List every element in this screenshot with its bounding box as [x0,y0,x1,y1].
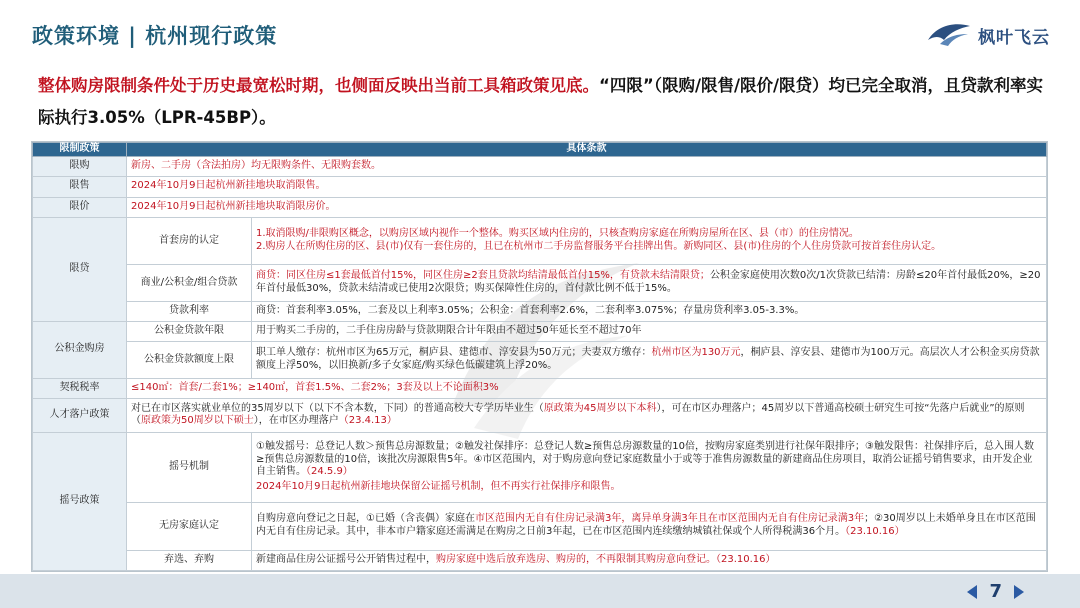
row-category: 限贷 [33,217,127,321]
table-row [33,265,1047,301]
text-black: ），在市区办理落户 [253,415,339,427]
text-black: ），可在市区办理落户；45周岁以下普通高校硕士研究生可按“先落户后就业”的原则（ [131,402,1025,427]
headline-black: “四限”（限购/限售/限价/限贷）均已完全取消，且贷款利率实际执行3.05%（LPR-45BP）。 [38,76,1044,127]
policy-table [31,141,1048,572]
text-red: （23.10.16） [845,526,905,538]
text-line: 2024年10月9日起杭州新挂地块保留公证摇号机制，但不再实行社保排序和限售。 [256,481,621,493]
text-black: 公积金家庭使用次数0次/1次贷款已结清：房龄≤20年首付最低20%，≥20年首付最低30%，贷款未结清或已使用2次限贷；购买保障性住房的，首付款比例不低于15%。 [256,270,1041,294]
row-category: 限购 [33,156,127,176]
row-text [252,342,1047,378]
table-row [33,342,1047,378]
row-text [252,217,1047,265]
table-row [33,156,1047,176]
text-red: （23.4.13） [338,415,397,427]
text-red: 商贷：同区住房≤1套最低首付15%，同区住房≥2套且贷款均结清最低首付15%，有贷款未结清限贷； [256,270,710,282]
row-category: 公积金购房 [33,321,127,378]
row-text: 2024年10月9日起杭州新挂地块取消限房价。 [127,197,1047,217]
row-text [252,550,1047,570]
brand-name: 枫叶飞云 [978,27,1050,48]
header-policy: 限制政策 [33,143,127,157]
row-subcategory: 无房家庭认定 [127,502,252,550]
text-red: 市区范围内无自有住房记录满3年 [474,513,622,525]
text-black: 对已在市区落实就业单位的35周岁以下（以下不含本数，下同）的普通高校大专学历毕业生（ [131,402,544,414]
text-black: 新建商品住房公证摇号公开销售过程中， [256,553,436,565]
table-header-row [33,143,1047,157]
table-row [33,301,1047,321]
row-text [252,502,1047,550]
row-text: 新房、二手房（含法拍房）均无限购条件、无限购套数。 [127,156,1047,176]
footer-bar [0,574,1080,608]
row-text: 2024年10月9日起杭州新挂地块取消限售。 [127,177,1047,197]
table-row [33,321,1047,341]
text-line: 1.取消限购/非限购区概念，以购房区域内视作一个整体。购买区域内住房的，只核查购房家庭在所购房屋所在区、县（市）的住房情况。 [256,228,859,240]
table-row [33,177,1047,197]
header-terms: 具体条款 [127,143,1047,157]
row-subcategory: 摇号机制 [127,432,252,502]
row-text: 商贷：首套利率3.05%，二套及以上利率3.05%；公积金：首套利率2.6%，二套利率3.075%；存量房贷利率3.05-3.3%。 [252,301,1047,321]
text-black: 自购房意向登记之日起，①已婚（含丧偶）家庭在 [256,513,475,525]
table-row [33,378,1047,398]
text-black: ；②30周岁以上未婚单身且在市区范围内无自有住房记录。其中，非本市户籍家庭还需满足在购房之日前3年起，已在市区范围内连续缴纳城镇社保或个人所得税满36个月。 [256,513,1036,538]
pager [967,581,1024,602]
bird-logo-icon [926,20,972,50]
row-subcategory: 公积金贷款额度上限 [127,342,252,378]
text-red: （24.5.9） [306,466,353,478]
table-row [33,432,1047,502]
row-subcategory: 公积金贷款年限 [127,321,252,341]
row-subcategory: 首套房的认定 [127,217,252,265]
row-text [252,265,1047,301]
headline [38,70,1058,134]
text-red: 原政策为50周岁以下硕士 [141,415,254,427]
row-category: 限价 [33,197,127,217]
text-black: 职工单人缴存：杭州市区为65万元，桐庐县、建德市、淳安县为50万元；夫妻双方缴存： [256,347,652,359]
row-text [252,432,1047,502]
row-category: 限售 [33,177,127,197]
page-title: 政策环境 | 杭州现行政策 [32,24,278,48]
row-category: 人才落户政策 [33,398,127,432]
page-number: 7 [989,581,1002,602]
row-category: 摇号政策 [33,432,127,570]
text-red: 杭州市区为130万元 [651,347,741,359]
text-line: 2.购房人在所购住房的区、县(市)仅有一套住房的，且已在杭州市二手房监督服务平台挂牌出售。新购同区、县(市)住房的个人住房贷款可按首套住房认定。 [256,241,942,253]
triangle-right-icon[interactable] [1014,585,1024,599]
table-row [33,502,1047,550]
brand-logo [926,20,1050,50]
text-red: （23.10.16） [716,553,776,565]
row-subcategory: 贷款利率 [127,301,252,321]
text-red: 购房家庭中选后放弃选房、购房的，不再限制其购房意向登记。 [436,553,716,565]
row-text [127,398,1047,432]
text-black: ，桐庐县、淳安县、建德市为100万元。高层次人才公积金买房贷款额度上浮50%，以旧换新/多子女家庭/购买绿色低碳建筑上浮20%。 [256,347,1040,371]
row-subcategory: 商业/公积金/组合贷款 [127,265,252,301]
table-row [33,550,1047,570]
row-text: 用于购买二手房的，二手住房房龄与贷款期限合计年限由不超过50年延长至不超过70年 [252,321,1047,341]
text-black: ①触发摇号：总登记人数＞预售总房源数量；②触发社保排序：总登记人数≥预售总房源数量的10倍，按购房家庭类别进行社保年限排序；③触发限售：社保排序后，总入围人数≥预售总房源数量的10倍，该批次房源限售5年。④市区范围内，对于购房意向登记家庭数量小于或等于准售房源数量的新建商品住房项目，取消公证摇号销售要求，由开发企业自主销售。 [256,440,1034,478]
table-row [33,197,1047,217]
triangle-left-icon[interactable] [967,585,977,599]
text-red: 原政策为45周岁以下本科 [543,402,657,414]
row-subcategory: 弃选、弃购 [127,550,252,570]
text-red: ，离异单身满3年且在市区范围内无自有住房记录满3年 [621,513,865,525]
text-line [256,441,1042,479]
row-text: ≤140㎡：首套/二套1%；≥140㎡，首套1.5%、二套2%；3套及以上不论面积3% [127,378,1047,398]
table-row [33,398,1047,432]
headline-red: 整体购房限制条件处于历史最宽松时期，也侧面反映出当前工具箱政策见底。 [38,76,599,95]
row-category: 契税税率 [33,378,127,398]
table-row [33,217,1047,265]
